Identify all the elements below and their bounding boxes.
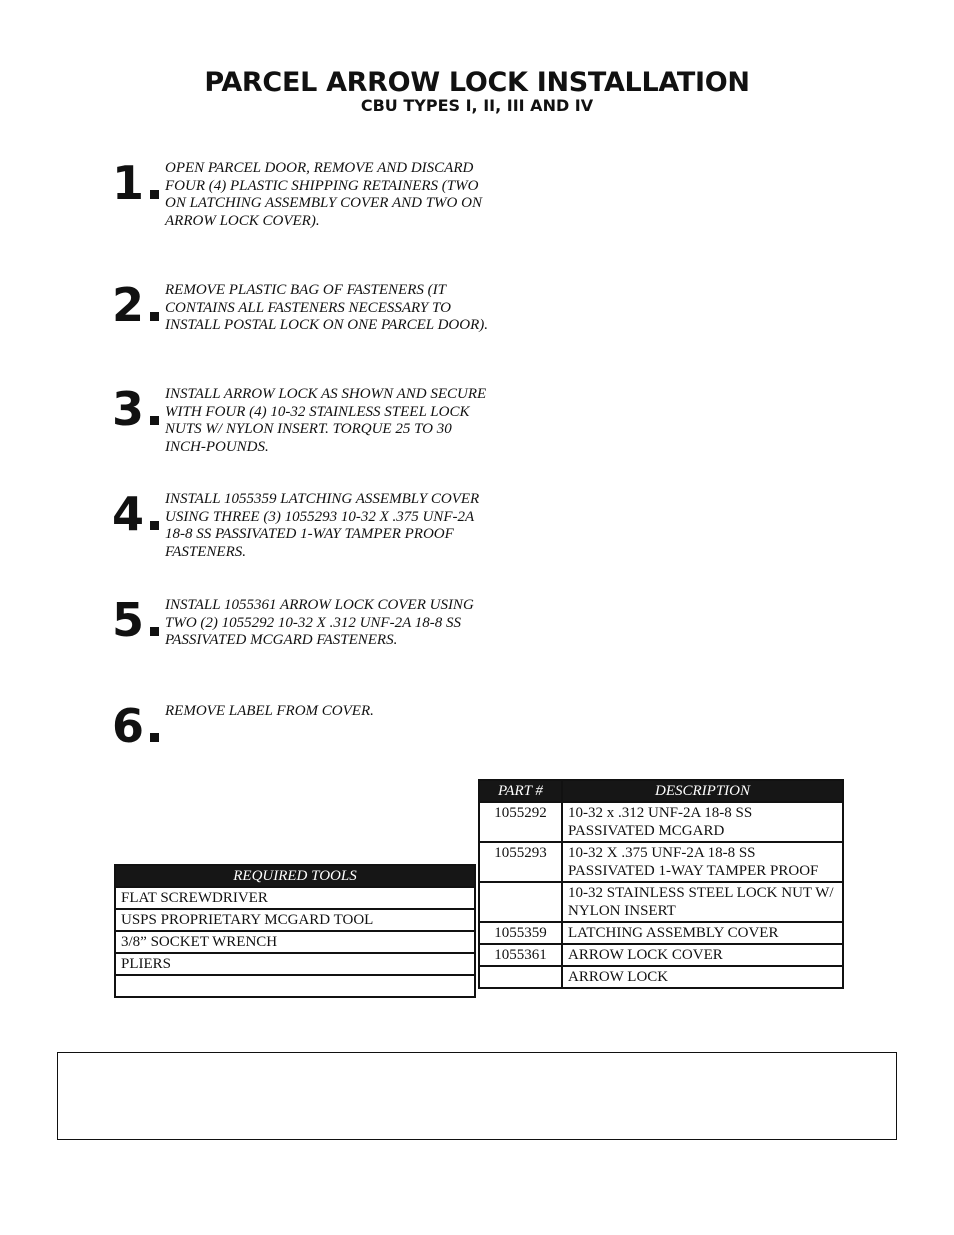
step-text: INSTALL ARROW LOCK AS SHOWN AND SECURE WITH FOUR (4) 10-32 STAINLESS STEEL LOCK NUTS W/ NYLON INSERT. TORQUE 25 TO 30 INCH-POUNDS. — [165, 386, 487, 455]
part-number-cell — [479, 882, 562, 922]
step-number: 5 — [112, 593, 143, 647]
table-row — [479, 802, 843, 842]
part-number-header: PART # — [479, 780, 562, 802]
step-5 — [112, 593, 492, 669]
step-1 — [112, 156, 492, 250]
tool-cell: USPS PROPRIETARY MCGARD TOOL — [115, 909, 475, 931]
part-number-cell: 1055292 — [479, 802, 562, 842]
step-bullet — [150, 627, 159, 636]
step-3 — [112, 382, 492, 458]
tool-cell — [115, 975, 475, 997]
step-bullet — [150, 190, 159, 199]
step-2 — [112, 278, 492, 354]
table-row — [479, 882, 843, 922]
step-bullet — [150, 416, 159, 425]
table-row — [115, 909, 475, 931]
step-text: INSTALL 1055361 ARROW LOCK COVER USING TWO (2) 1055292 10-32 X .312 UNF-2A 18-8 SS PASSIVATED MCGARD FASTENERS. — [165, 597, 474, 648]
description-cell: ARROW LOCK COVER — [562, 944, 843, 966]
page-title: PARCEL ARROW LOCK INSTALLATION — [204, 67, 750, 98]
description-header: DESCRIPTION — [562, 780, 843, 802]
step-bullet — [150, 312, 159, 321]
step-text: REMOVE LABEL FROM COVER. — [165, 703, 374, 719]
parts-table — [478, 779, 844, 989]
step-number: 6 — [112, 699, 143, 753]
tool-cell: FLAT SCREWDRIVER — [115, 887, 475, 909]
step-6 — [112, 699, 492, 753]
description-cell: ARROW LOCK — [562, 966, 843, 988]
step-text: OPEN PARCEL DOOR, REMOVE AND DISCARD FOUR (4) PLASTIC SHIPPING RETAINERS (TWO ON LATCHING ASSEMBLY COVER AND TWO ON ARROW LOCK COVER). — [165, 160, 482, 229]
table-row — [479, 966, 843, 988]
table-row — [479, 922, 843, 944]
part-number-cell: 1055293 — [479, 842, 562, 882]
parts-header-row — [479, 780, 843, 802]
tools-header: REQUIRED TOOLS — [115, 865, 475, 887]
step-bullet — [150, 733, 159, 742]
step-number: 1 — [112, 156, 143, 210]
description-cell: 10-32 X .375 UNF-2A 18-8 SS PASSIVATED 1-WAY TAMPER PROOF — [562, 842, 843, 882]
part-number-cell — [479, 966, 562, 988]
required-tools-table — [114, 864, 476, 998]
step-text: REMOVE PLASTIC BAG OF FASTENERS (IT CONTAINS ALL FASTENERS NECESSARY TO INSTALL POSTAL LOCK ON ONE PARCEL DOOR). — [165, 282, 488, 333]
step-4 — [112, 487, 492, 563]
description-cell: LATCHING ASSEMBLY COVER — [562, 922, 843, 944]
table-row — [115, 931, 475, 953]
description-cell: 10-32 x .312 UNF-2A 18-8 SS PASSIVATED MCGARD — [562, 802, 843, 842]
table-row — [115, 975, 475, 997]
tool-cell: PLIERS — [115, 953, 475, 975]
page-subtitle: CBU TYPES I, II, III AND IV — [360, 96, 594, 115]
table-row — [479, 842, 843, 882]
note-box — [57, 1052, 897, 1140]
tools-header-row — [115, 865, 475, 887]
step-number: 4 — [112, 487, 143, 541]
part-number-cell: 1055361 — [479, 944, 562, 966]
tool-cell: 3/8” SOCKET WRENCH — [115, 931, 475, 953]
part-number-cell: 1055359 — [479, 922, 562, 944]
description-cell: 10-32 STAINLESS STEEL LOCK NUT W/ NYLON INSERT — [562, 882, 843, 922]
step-number: 3 — [112, 382, 143, 436]
step-text: INSTALL 1055359 LATCHING ASSEMBLY COVER USING THREE (3) 1055293 10-32 X .375 UNF-2A 18-8 SS PASSIVATED 1-WAY TAMPER PROOF FASTENERS. — [165, 491, 480, 560]
table-row — [115, 887, 475, 909]
step-number: 2 — [112, 278, 143, 332]
step-bullet — [150, 521, 159, 530]
table-row — [115, 953, 475, 975]
table-row — [479, 944, 843, 966]
